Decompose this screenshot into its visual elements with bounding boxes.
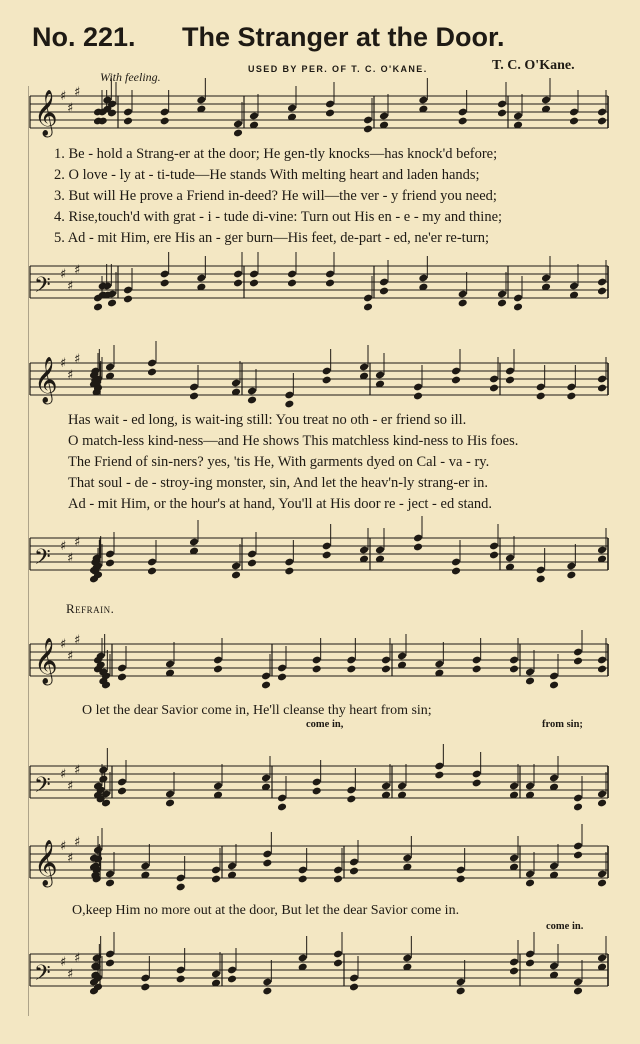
- sharp-icon: ♯: [60, 539, 67, 554]
- note-head: [160, 279, 170, 288]
- note-head: [105, 879, 115, 888]
- sharp-icon: ♯: [67, 101, 74, 116]
- note-head: [597, 665, 607, 674]
- treble-clef-icon: 𝄞: [34, 357, 58, 403]
- note-head: [333, 959, 343, 968]
- verse-1-line-2: Has wait - ed long, is wait-ing still: You treat no oth - er friend so ill.: [68, 412, 467, 428]
- bass-staff-refrain-2: [0, 946, 640, 994]
- sharp-icon: ♯: [67, 279, 74, 294]
- sharp-icon: ♯: [67, 551, 74, 566]
- note-head: [536, 575, 546, 584]
- note-head: [525, 959, 535, 968]
- sharp-icon: ♯: [67, 851, 74, 866]
- note-head: [566, 571, 576, 580]
- note-head: [451, 376, 461, 385]
- sharp-icon: ♯: [74, 763, 81, 778]
- note-head: [346, 665, 356, 674]
- note-head: [147, 567, 157, 576]
- permission-note: USED BY PER. OF T. C. O'KANE.: [248, 64, 428, 74]
- refrain-line-2: O,keep Him no more out at the door, But let the dear Savior come in.: [72, 903, 460, 918]
- note-head: [525, 677, 535, 686]
- note-head: [349, 983, 359, 992]
- note-head: [472, 779, 482, 788]
- note-head: [333, 875, 343, 884]
- sharp-icon: ♯: [74, 535, 81, 550]
- note-head: [513, 303, 523, 312]
- treble-staff-refrain-2: [0, 835, 640, 886]
- sharp-icon: ♯: [74, 263, 81, 278]
- verse-4-line-1: 4. Rise,touch'd with grat - i - tude di-vine: Turn out His en - e - my and thine;: [54, 209, 503, 225]
- note-head: [509, 665, 519, 674]
- sharp-icon: ♯: [60, 267, 67, 282]
- note-head: [325, 109, 335, 118]
- note-head: [105, 959, 115, 968]
- bass-clef-icon: 𝄢: [34, 773, 51, 803]
- verse-5-line-2: Ad - mit Him, or the hour's at hand, You'll at His door re - ject - ed stand.: [68, 496, 493, 512]
- note-head: [573, 657, 583, 666]
- bass-clef-icon: 𝄢: [34, 961, 51, 991]
- sharp-icon: ♯: [67, 967, 74, 982]
- note-head: [549, 681, 559, 690]
- note-head: [363, 125, 373, 134]
- note-head: [117, 673, 127, 682]
- verse-3-line-1: 3. But will He prove a Friend in-deed? He will—the ver - y friend you need;: [54, 188, 497, 204]
- bass-clef-icon: 𝄢: [34, 545, 51, 575]
- hymn-title: The Stranger at the Door.: [182, 22, 505, 52]
- sharp-icon: ♯: [67, 779, 74, 794]
- bass-clef-icon: 𝄢: [34, 273, 51, 303]
- verse-5-line-1: 5. Ad - mit Him, ere His an - ger burn—His feet, de-part - ed, ne'er re-turn;: [54, 230, 490, 246]
- sharp-icon: ♯: [67, 649, 74, 664]
- sharp-icon: ♯: [60, 839, 67, 854]
- note-head: [160, 117, 170, 126]
- note-head: [123, 117, 133, 126]
- verse-3-line-2: The Friend of sin-ners? yes, 'tis He, With garments dyed on Cal - va - ry.: [68, 454, 490, 470]
- sharp-icon: ♯: [74, 633, 81, 648]
- treble-staff-system-1: [0, 85, 640, 136]
- note-head: [413, 543, 423, 552]
- note-head: [573, 851, 583, 860]
- note-head: [287, 279, 297, 288]
- note-head: [233, 129, 243, 138]
- bass-staff-system-1: [0, 258, 640, 306]
- note-head: [597, 287, 607, 296]
- note-head: [261, 681, 271, 690]
- note-head: [497, 109, 507, 118]
- note-head: [597, 799, 607, 808]
- treble-clef-icon: 𝄞: [34, 840, 58, 886]
- note-head: [456, 987, 466, 996]
- note-head: [147, 368, 157, 377]
- note-head: [379, 287, 389, 296]
- note-head: [262, 987, 272, 996]
- refrain-alto-echo-1: come in,: [306, 719, 344, 730]
- note-head: [346, 795, 356, 804]
- note-head: [325, 279, 335, 288]
- note-head: [298, 875, 308, 884]
- note-head: [165, 799, 175, 808]
- note-head: [597, 117, 607, 126]
- sharp-icon: ♯: [74, 835, 81, 850]
- treble-staff-system-2: [0, 352, 640, 403]
- treble-staff-refrain-1: [0, 633, 640, 684]
- note-head: [458, 299, 468, 308]
- hymn-number: No. 221.: [32, 22, 136, 52]
- note-head: [472, 665, 482, 674]
- note-head: [434, 771, 444, 780]
- note-head: [569, 117, 579, 126]
- sharp-icon: ♯: [60, 955, 67, 970]
- note-head: [505, 376, 515, 385]
- note-head: [489, 384, 499, 393]
- tempo-marking: With feeling.: [100, 70, 161, 84]
- treble-clef-icon: 𝄞: [34, 638, 58, 684]
- note-head: [227, 975, 237, 984]
- note-head: [176, 883, 186, 892]
- note-head: [284, 400, 294, 409]
- note-head: [509, 967, 519, 976]
- note-head: [525, 879, 535, 888]
- note-head: [277, 673, 287, 682]
- note-head: [458, 117, 468, 126]
- composer-credit: T. C. O'Kane.: [492, 58, 575, 73]
- note-head: [93, 303, 103, 312]
- note-head: [349, 867, 359, 876]
- sharp-icon: ♯: [67, 368, 74, 383]
- refrain-line-1: O let the dear Savior come in, He'll cleanse thy heart from sin;: [82, 703, 432, 718]
- refrain-alto-echo-3: come in.: [546, 921, 584, 932]
- note-head: [597, 384, 607, 393]
- note-head: [247, 396, 257, 405]
- note-head: [489, 551, 499, 560]
- note-head: [597, 879, 607, 888]
- note-head: [249, 279, 259, 288]
- bass-staff-refrain-1: [0, 758, 640, 806]
- bass-staff-system-2: [0, 530, 640, 578]
- note-head: [312, 665, 322, 674]
- verse-4-line-2: That soul - de - stroy-ing monster, sin, And let the heav'n-ly strang-er in.: [68, 475, 489, 491]
- note-head: [497, 299, 507, 308]
- note-head: [322, 376, 332, 385]
- note-head: [247, 559, 257, 568]
- sharp-icon: ♯: [60, 637, 67, 652]
- note-head: [213, 665, 223, 674]
- note-head: [566, 392, 576, 401]
- refrain-alto-echo-2: from sin;: [542, 719, 583, 730]
- sharp-icon: ♯: [74, 951, 81, 966]
- refrain-label: Refrain.: [66, 601, 115, 616]
- note-head: [413, 392, 423, 401]
- note-head: [107, 299, 117, 308]
- verse-2-line-2: O match-less kind-ness—and He shows This matchless kind-ness to His foes.: [68, 433, 519, 449]
- verse-1-line-1: 1. Be - hold a Strang-er at the door; He gen-tly knocks—has knock'd before;: [54, 146, 498, 162]
- sharp-icon: ♯: [60, 356, 67, 371]
- note-head: [451, 567, 461, 576]
- note-head: [140, 983, 150, 992]
- sharp-icon: ♯: [74, 352, 81, 367]
- note-head: [284, 567, 294, 576]
- note-head: [536, 392, 546, 401]
- note-head: [105, 559, 115, 568]
- treble-clef-icon: 𝄞: [34, 90, 58, 136]
- note-head: [231, 571, 241, 580]
- sharp-icon: ♯: [60, 767, 67, 782]
- note-head: [262, 859, 272, 868]
- note-head: [322, 551, 332, 560]
- note-head: [123, 295, 133, 304]
- note-head: [117, 787, 127, 796]
- note-head: [277, 803, 287, 812]
- note-head: [456, 875, 466, 884]
- note-head: [211, 875, 221, 884]
- note-head: [573, 987, 583, 996]
- note-head: [363, 303, 373, 312]
- note-head: [312, 787, 322, 796]
- note-head: [176, 975, 186, 984]
- note-head: [233, 279, 243, 288]
- sharp-icon: ♯: [60, 89, 67, 104]
- note-head: [381, 665, 391, 674]
- sharp-icon: ♯: [74, 85, 81, 100]
- verse-2-line-1: 2. O love - ly at - ti-tude—He stands With melting heart and laden hands;: [54, 167, 480, 183]
- note-head: [573, 803, 583, 812]
- note-head: [189, 392, 199, 401]
